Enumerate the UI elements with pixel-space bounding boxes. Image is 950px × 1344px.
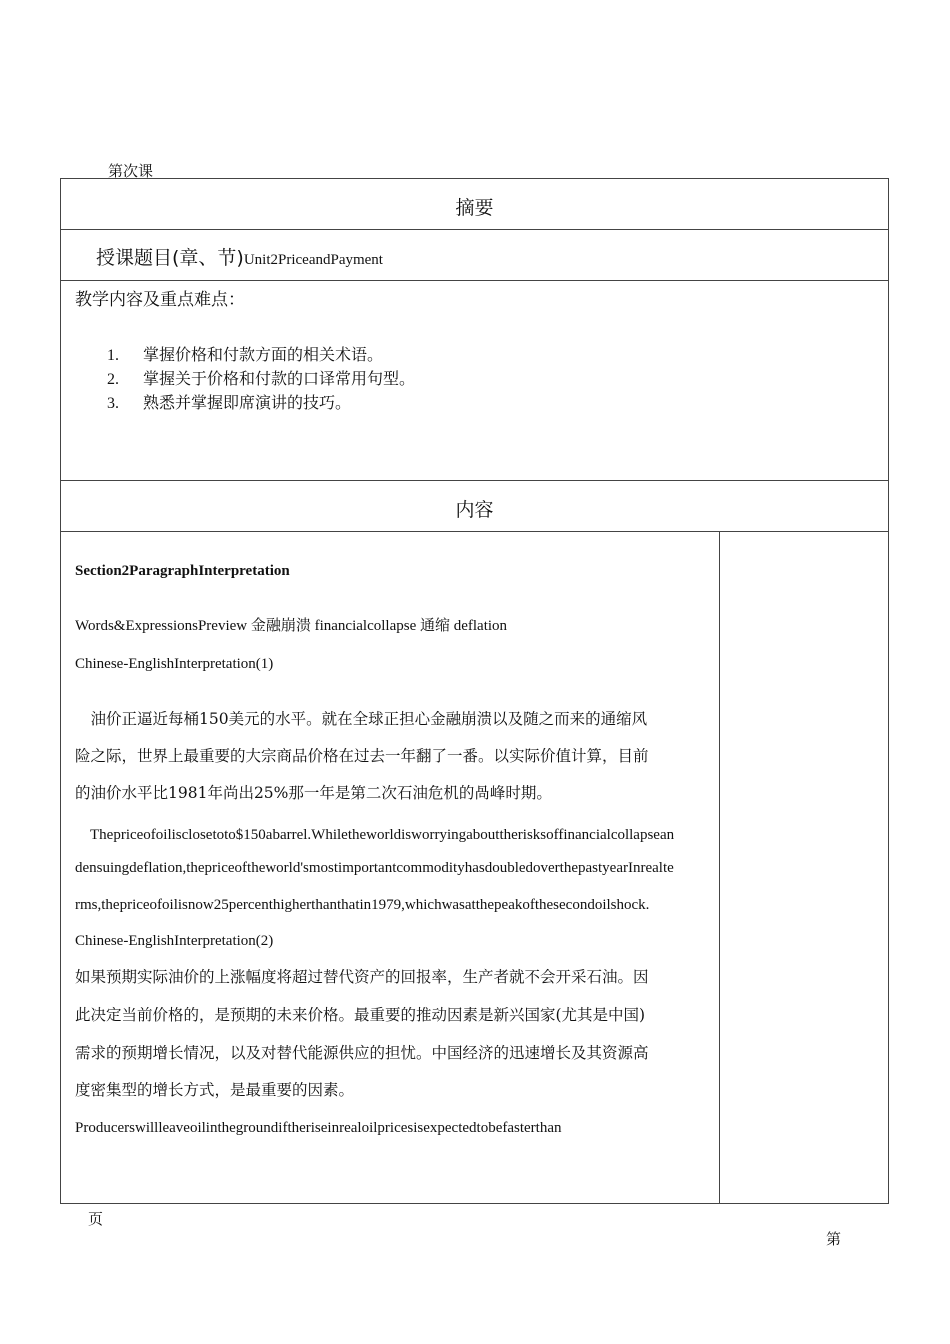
footer-page-right: 第 — [826, 1230, 842, 1248]
topic-row — [96, 243, 383, 270]
zh-paragraph-1-line: 的油价水平比1981年尚出25%那一年是第二次石油危机的咼峰时期。 — [75, 784, 552, 802]
summary-title: 摘要 — [455, 197, 494, 219]
zh-paragraph-2-line: 此决定当前价格的，是预期的未来价格。最重要的推动因素是新兴国家(尤其是中国) — [75, 1006, 646, 1024]
list-item: 1. 掌握价格和付款方面的相关术语。 — [107, 345, 384, 364]
row-divider — [61, 531, 888, 532]
zh-paragraph-2-line: 度密集型的增长方式，是最重要的因素。 — [75, 1081, 355, 1099]
footer-page-left: 页 — [88, 1210, 104, 1228]
points-title: 教学内容及重点难点： — [75, 290, 245, 310]
row-divider — [61, 229, 888, 230]
en-paragraph-1-line: rms,thepriceofoilisnow25percenthigherthanthatin1979,whichwasatthepeakofthesecondoilshock. — [75, 897, 650, 913]
zh-paragraph-1-line: 险之际，世界上最重要的大宗商品价格在过去一年翻了一番。以实际价值计算，目前 — [75, 747, 649, 765]
list-item: 2. 掌握关于价格和付款的口译常用句型。 — [107, 369, 416, 388]
topic-value: Unit2PriceandPayment — [243, 252, 383, 268]
subheading-1: Chinese-EnglishInterpretation(1) — [75, 656, 274, 672]
en-paragraph-2-line: Producerswillleaveoilinthegroundiftheriseinrealoilpricesisexpectedtobefasterthan — [75, 1120, 562, 1136]
lesson-table — [60, 178, 889, 1204]
list-item: 3. 熟悉并掌握即席演讲的技巧。 — [107, 393, 352, 412]
row-divider — [61, 280, 888, 281]
column-divider — [719, 531, 720, 1203]
zh-paragraph-2-line: 如果预期实际油价的上涨幅度将超过替代资产的回报率，生产者就不会开采石油。因 — [75, 968, 649, 986]
subheading-2: Chinese-EnglishInterpretation(2) — [75, 933, 274, 949]
zh-paragraph-2-line: 需求的预期增长情况，以及对替代能源供应的担忧。中国经济的迅速增长及其资源高 — [75, 1044, 649, 1062]
section-heading: Section2ParagraphInterpretation — [75, 563, 290, 579]
lesson-label: 第次课 — [108, 162, 154, 180]
en-paragraph-1-line: densuingdeflation,thepriceoftheworld'smostimportantcommodityhasdoubledoverthepastyearInrealte — [75, 860, 674, 876]
content-title: 内容 — [455, 499, 494, 521]
zh-paragraph-1-line: 油价正逼近每桶150美元的水平。就在全球正担心金融崩溃以及随之而来的通缩风 — [75, 710, 648, 728]
row-divider — [61, 480, 888, 481]
en-paragraph-1-line: Thepriceofoilisclosetoto$150abarrel.Whiletheworldisworryingabouttherisksoffinancialcollapsean — [75, 827, 675, 843]
points-list — [107, 343, 415, 415]
topic-label: 授课题目(章、节) — [96, 247, 244, 269]
preview-line: Words&ExpressionsPreview 金融崩溃 financialcollapse 通缩 deflation — [75, 618, 508, 634]
